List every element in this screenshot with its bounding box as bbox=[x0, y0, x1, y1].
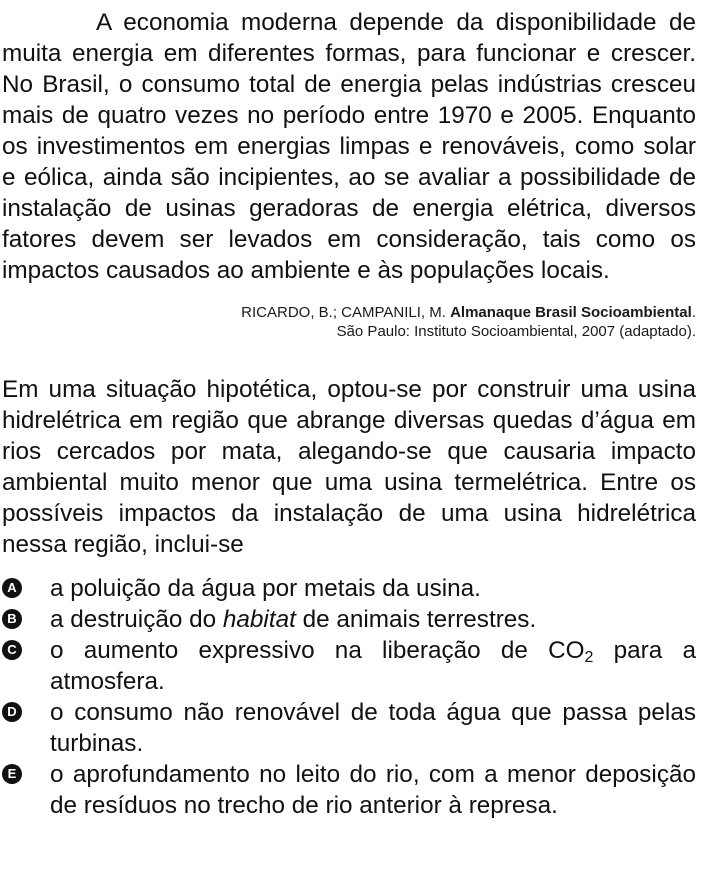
option-c-subscript: 2 bbox=[584, 649, 594, 666]
citation-line-2: São Paulo: Instituto Socioambiental, 2007 (adaptado). bbox=[336, 323, 696, 340]
option-b-text-post: de animais terrestres. bbox=[295, 606, 537, 633]
option-a-marker: A bbox=[2, 578, 22, 598]
citation-title: Almanaque Brasil Socioambiental bbox=[450, 304, 692, 321]
option-d[interactable] bbox=[2, 697, 696, 759]
answer-options bbox=[2, 573, 696, 821]
option-b-italic-term: habitat bbox=[222, 606, 296, 633]
option-b[interactable] bbox=[2, 604, 696, 635]
option-c-text-post: para a atmosfera. bbox=[50, 637, 696, 695]
option-c-text bbox=[50, 635, 696, 697]
option-d-marker: D bbox=[2, 702, 22, 722]
option-b-text bbox=[50, 604, 696, 635]
source-citation bbox=[2, 303, 696, 341]
option-e-marker: E bbox=[2, 764, 22, 784]
option-d-text: o consumo não renovável de toda água que passa pelas turbinas. bbox=[50, 699, 696, 757]
option-c[interactable] bbox=[2, 635, 696, 697]
option-a-text: a poluição da água por metais da usina. bbox=[50, 575, 481, 602]
option-a[interactable] bbox=[2, 573, 696, 604]
option-b-text-pre: a destruição do bbox=[50, 606, 223, 633]
option-c-marker: C bbox=[2, 640, 22, 660]
option-e-text: o aprofundamento no leito do rio, com a menor deposição de resíduos no trecho de rio anterior à represa. bbox=[50, 761, 696, 819]
intro-paragraph: A economia moderna depende da disponibilidade de muita energia em diferentes formas, para funcionar e crescer. No Brasil, o consumo total de energia pelas indústrias cresceu mais de quatro vezes no período entre 1970 e 2005. Enquanto os investimentos em energias limpas e renováveis, como solar e eólica, ainda são incipientes, ao se avaliar a possibilidade de instalação de usinas geradoras de energia elétrica, diversos fatores devem ser levados em consideração, tais como os impactos causados ao ambiente e às populações locais. bbox=[2, 9, 696, 284]
question-stem: Em uma situação hipotética, optou-se por construir uma usina hidrelétrica em região que abrange diversas quedas d’água em rios cercados por mata, alegando-se que causaria impacto ambiental muito menor que uma usina termelétrica. Entre os possíveis impactos da instalação de uma usina hidrelétrica nessa região, inclui-se bbox=[2, 376, 696, 558]
citation-period: . bbox=[691, 304, 696, 321]
question-page bbox=[2, 0, 696, 821]
citation-authors: RICARDO, B.; CAMPANILI, M. bbox=[241, 304, 451, 321]
option-c-text-pre: o aumento expressivo na liberação de CO bbox=[50, 637, 585, 664]
option-e[interactable] bbox=[2, 759, 696, 821]
citation-line-1 bbox=[2, 303, 696, 322]
option-b-marker: B bbox=[2, 609, 22, 629]
